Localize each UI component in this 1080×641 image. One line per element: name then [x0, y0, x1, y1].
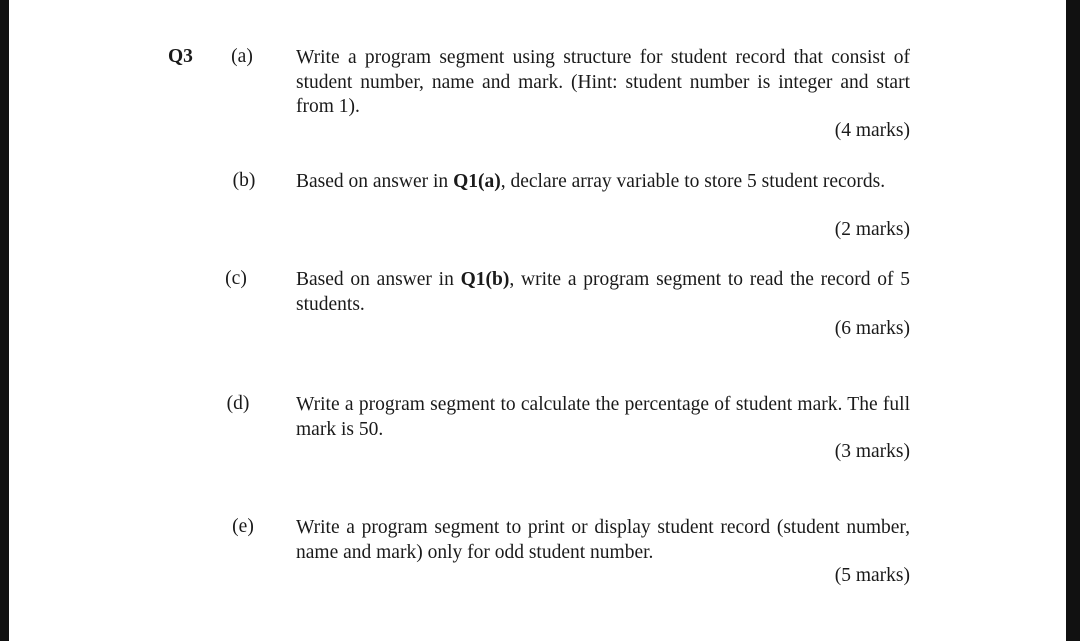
part-e-text: Write a program segment to print or display student record (student number, name and mark) only for odd student number. [296, 517, 910, 563]
page-edge-right [1066, 0, 1080, 641]
part-b-text: Based on answer in Q1(a), declare array variable to store 5 student records. [296, 171, 886, 192]
part-a-text: Write a program segment using structure for student record that consist of student number, name and mark. (Hint: student number is integer and start from 1). [296, 47, 910, 117]
ref-q1b: Q1(b) [460, 269, 510, 290]
part-b-label: (b) [232, 170, 256, 191]
question-number: Q3 [168, 46, 193, 67]
part-e-label: (e) [232, 516, 254, 537]
part-e-marks: (5 marks) [834, 565, 910, 586]
part-a-label: (a) [231, 46, 253, 67]
part-b-marks: (2 marks) [834, 219, 910, 240]
part-c-label: (c) [225, 268, 247, 289]
part-c-text: Based on answer in Q1(b), write a program segment to read the record of 5 students. [296, 269, 910, 315]
ref-q1a: Q1(a) [453, 171, 501, 192]
part-c-marks: (6 marks) [834, 318, 910, 339]
page-edge-left [0, 0, 9, 641]
part-d-label: (d) [226, 393, 250, 414]
part-d-text: Write a program segment to calculate the percentage of student mark. The full mark is 50. [296, 394, 910, 440]
part-a-marks: (4 marks) [834, 120, 910, 141]
part-d-marks: (3 marks) [834, 441, 910, 462]
